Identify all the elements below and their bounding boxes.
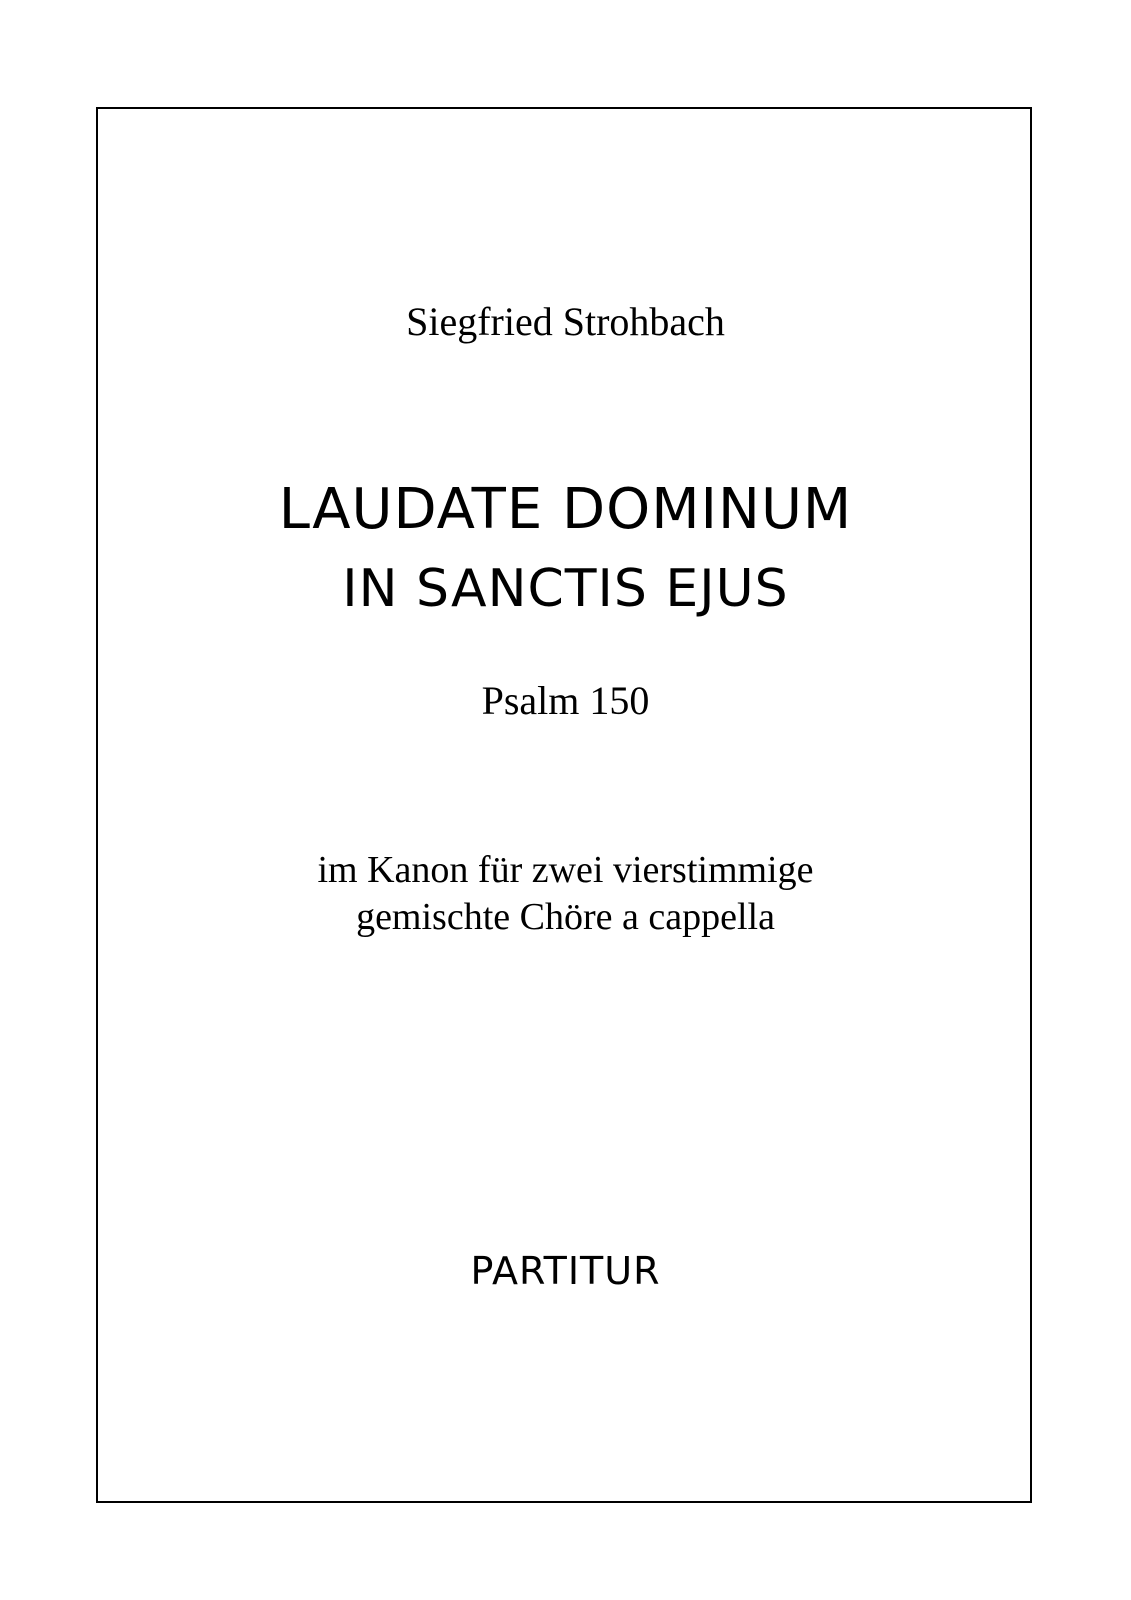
- description-line-1: im Kanon für zwei vierstimmige: [317, 849, 814, 891]
- description-line-2: gemischte Chöre a cappella: [356, 896, 775, 938]
- score-type-label: PARTITUR: [470, 1249, 661, 1293]
- composer-name: Siegfried Strohbach: [406, 299, 725, 344]
- psalm-subtitle: Psalm 150: [481, 678, 650, 723]
- title-line-1: LAUDATE DOMINUM: [278, 477, 853, 542]
- title-line-2: IN SANCTIS EJUS: [342, 559, 789, 619]
